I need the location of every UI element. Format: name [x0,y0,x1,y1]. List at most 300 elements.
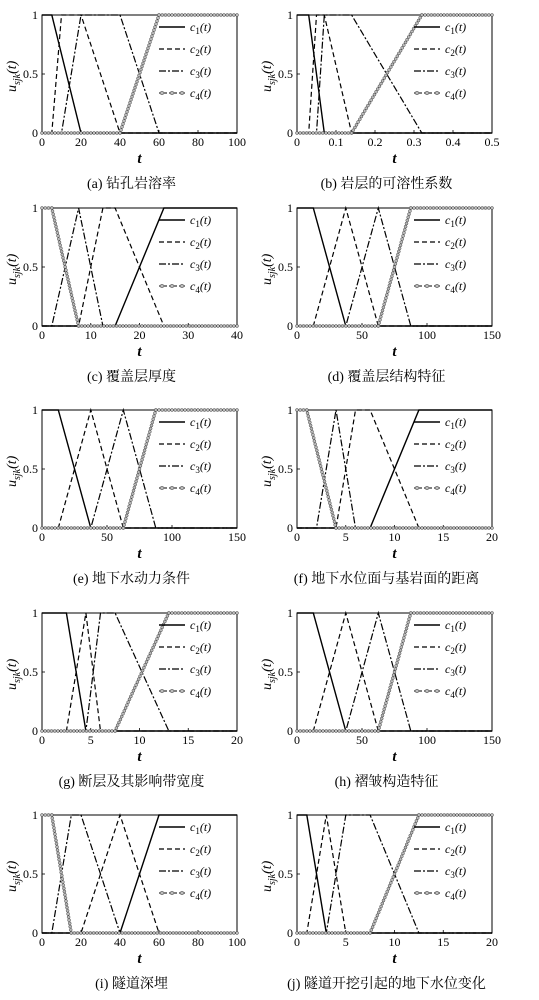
series-point-c4 [128,505,131,508]
legend-marker-c4 [180,284,184,288]
series-point-c4 [120,129,123,132]
series-point-c4 [134,325,137,328]
series-point-c4 [47,730,50,733]
series-point-c4 [347,132,350,135]
series-point-c4 [370,325,373,328]
series-point-c4 [128,698,131,701]
series-point-c4 [140,461,143,464]
series-point-c4 [219,14,222,17]
series-point-c4 [436,527,439,530]
series-point-c4 [187,409,190,412]
legend-label-arg: (t) [454,481,467,495]
series-point-c4 [213,409,216,412]
series-point-c4 [53,829,56,832]
x-axis-label: t [137,951,142,967]
series-point-c4 [229,932,232,935]
series-point-c4 [475,814,478,817]
legend-label-base: c [190,42,196,56]
series-point-c4 [484,207,487,210]
series-point-c4 [61,881,64,884]
series-point-c4 [370,929,373,932]
series-point-c4 [468,612,471,615]
legend-label-c4 [445,886,466,902]
y-axis-label-sub: sjk [267,468,278,480]
series-point-c4 [63,893,66,896]
series-point-c4 [190,409,193,412]
series-point-c4 [50,132,53,135]
legend-label-c3 [190,459,211,475]
y-tick-label: 1 [287,8,293,22]
series-point-c4 [392,269,395,272]
legend-marker-c4 [415,891,419,895]
series-point-c4 [471,814,474,817]
legend-label-base: c [190,279,196,293]
series-point-c4 [491,207,494,210]
legend-marker-c4 [160,284,164,288]
series-point-c4 [432,612,435,615]
y-tick-label: 0.5 [278,665,293,679]
series-point-c4 [433,814,436,817]
legend-marker-c4 [180,891,184,895]
series-point-c4 [216,409,219,412]
series-point-c4 [362,112,365,115]
series-point-c4 [226,409,229,412]
series-point-c4 [155,23,158,26]
series-point-c4 [71,300,74,303]
legend-label-sub: 3 [195,263,200,273]
legend-marker-c4 [425,891,429,895]
series-point-c4 [383,896,386,899]
x-tick-label: 150 [228,530,246,544]
series-point-c4 [197,932,200,935]
legend-label-arg: (t) [454,640,467,654]
series-point-c4 [400,646,403,649]
legend-label-sub: 1 [195,421,200,431]
series-point-c4 [147,433,150,436]
x-tick-label: 100 [163,530,181,544]
series-point-c4 [478,527,481,530]
y-axis-label [5,658,23,690]
series-point-c4 [53,219,56,222]
x-tick-label: 0 [294,733,300,747]
series-point-c4 [305,932,308,935]
series-point-c4 [138,74,141,77]
y-tick-label: 0 [287,319,293,333]
series-point-c4 [57,527,60,530]
series-point-c4 [62,259,65,262]
series-point-c4 [162,932,165,935]
series-point-c4 [213,14,216,17]
series-point-c4 [390,275,393,278]
series-point-c4 [69,287,72,290]
series-point-c4 [47,814,50,817]
series-point-c4 [50,730,53,733]
series-point-c4 [380,717,383,720]
series-point-c4 [439,14,442,17]
legend-label-sub: 2 [195,848,200,858]
series-point-c4 [121,325,124,328]
series-point-c4 [322,477,325,480]
series-point-c4 [402,234,405,237]
series-point-c4 [210,325,213,328]
series-point-c4 [135,480,138,483]
legend-label-c2 [445,42,466,58]
y-axis-label-u: u [5,683,20,690]
series-point-c4 [98,932,101,935]
legend-label-base: c [190,213,196,227]
x-tick-label: 0 [294,530,300,544]
series-point-c4 [152,32,155,35]
series-point-c4 [338,325,341,328]
series-point-c4 [455,14,458,17]
series-point-c4 [315,325,318,328]
series-point-c4 [491,814,494,817]
series-point-c4 [156,325,159,328]
series-point-c4 [322,325,325,328]
series-point-c4 [148,44,151,47]
series-point-c4 [41,207,44,210]
legend-label-sub: 3 [450,870,455,880]
series-point-c4 [67,278,70,281]
series-point-c4 [437,814,440,817]
series-point-c4 [387,692,390,695]
y-tick-label: 0 [32,319,38,333]
series-point-c4 [471,207,474,210]
series-point-c4 [405,222,408,225]
series-point-c4 [429,612,432,615]
series-point-c4 [414,527,417,530]
series-point-c4 [299,932,302,935]
series-point-c4 [315,132,318,135]
x-tick-label: 0.3 [406,135,422,149]
legend-label-arg: (t) [454,257,467,271]
series-point-c4 [122,712,125,715]
legend-marker-c4 [170,284,174,288]
series-point-c4 [180,14,183,17]
series-point-c4 [165,617,168,620]
series-point-c4 [127,701,130,704]
series-point-c4 [60,250,63,253]
series-point-c4 [232,409,235,412]
series-point-c4 [487,527,490,530]
series-point-c4 [313,440,316,443]
series-point-c4 [456,814,459,817]
series-point-c4 [59,868,62,871]
series-point-c4 [115,325,118,328]
series-point-c4 [351,730,354,733]
series-point-c4 [104,730,107,733]
series-point-c4 [395,664,398,667]
series-point-c4 [171,409,174,412]
series-point-c4 [312,325,315,328]
series-point-c4 [107,730,110,733]
series-point-c4 [159,325,162,328]
series-point-c4 [442,612,445,615]
series-point-c4 [147,436,150,439]
legend-label-sub: 1 [195,624,200,634]
series-point-c4 [323,480,326,483]
series-point-c4 [203,409,206,412]
series-point-c4 [119,718,122,721]
series-point-c4 [299,730,302,733]
series-point-c4 [153,643,156,646]
y-axis-label [260,253,278,285]
legend-label-sub: 4 [195,92,200,102]
series-point-c4 [424,14,427,17]
series-point-c4 [62,887,65,890]
series-point-c4 [414,822,417,825]
series-point-c4 [341,730,344,733]
series-point-c4 [432,207,435,210]
series-point-c4 [308,418,311,421]
x-tick-label: 60 [153,135,165,149]
series-point-c4 [112,527,115,530]
series-point-c4 [373,527,376,530]
series-point-c4 [389,686,392,689]
series-point-c4 [102,932,105,935]
legend-label-sub: 2 [450,48,455,58]
legend-label-base: c [190,684,196,698]
series-point-c4 [311,433,314,436]
series-point-c4 [150,649,153,652]
y-tick-label: 1 [32,606,38,620]
series-point-c4 [396,256,399,259]
y-axis-label-u: u [5,278,20,285]
series-point-c4 [484,14,487,17]
series-point-c4 [471,527,474,530]
series-point-c4 [58,241,61,244]
series-point-c4 [318,932,321,935]
series-point-c4 [93,132,96,135]
series-point-c4 [51,817,54,820]
legend-marker-c4 [170,91,174,95]
legend-label-c4 [190,86,211,102]
series-point-c4 [141,65,144,68]
legend-label-arg: (t) [454,618,467,632]
series-point-c4 [200,612,203,615]
series-point-c4 [123,523,126,526]
series-point-c4 [143,59,146,62]
series-point-c4 [491,527,494,530]
x-tick-label: 15 [437,530,450,544]
series-point-c4 [83,932,86,935]
series-point-c4 [148,430,151,433]
legend-marker-c4 [425,689,429,693]
series-point-c4 [465,207,468,210]
series-point-c4 [416,207,419,210]
legend-label-c3 [445,662,466,678]
series-point-c4 [308,421,311,424]
series-point-c4 [166,325,169,328]
series-point-c4 [397,864,400,867]
legend-label-arg: (t) [454,684,467,698]
series-point-c4 [174,409,177,412]
series-point-c4 [389,881,392,884]
series-point-c4 [455,207,458,210]
legend-label-c2 [190,437,211,453]
series-point-c4 [430,527,433,530]
series-point-c4 [174,612,177,615]
series-point-c4 [375,917,378,920]
series-point-c4 [419,612,422,615]
series-point-c4 [409,207,412,210]
series-point-c4 [180,409,183,412]
series-point-c4 [120,715,123,718]
series-point-c4 [147,47,150,50]
series-point-c4 [393,873,396,876]
x-tick-label: 0 [39,135,45,149]
series-point-c4 [354,325,357,328]
series-point-c4 [407,621,410,624]
series-point-c4 [401,238,404,241]
series-point-c4 [344,730,347,733]
series-point-c4 [325,730,328,733]
series-point-c4 [149,932,152,935]
series-point-c4 [82,730,85,733]
series-point-c4 [137,471,140,474]
legend-label-sub: 3 [195,668,200,678]
legend-label-arg: (t) [454,42,467,56]
legend-label-arg: (t) [454,213,467,227]
legend-label-sub: 2 [195,443,200,453]
series-point-c4 [468,14,471,17]
series-point-c4 [206,612,209,615]
series-point-c4 [471,14,474,17]
series-point-c4 [129,101,132,104]
series-point-c4 [58,861,61,864]
series-point-c4 [343,932,346,935]
series-point-c4 [335,325,338,328]
series-point-c4 [377,730,380,733]
series-point-c4 [299,409,302,412]
series-point-c4 [296,932,299,935]
series-point-c4 [152,646,155,649]
legend-label-arg: (t) [454,886,467,900]
series-point-c4 [398,652,401,655]
legend-label-arg: (t) [199,684,212,698]
x-axis-label: t [137,749,142,765]
legend-label-arg: (t) [454,20,467,34]
x-tick-label: 10 [133,733,146,747]
series-point-c4 [373,93,376,96]
legend-label-base: c [445,235,451,249]
series-point-c4 [337,132,340,135]
x-tick-label: 40 [114,135,126,149]
y-tick-label: 1 [32,201,38,215]
series-point-c4 [76,321,79,324]
series-point-c4 [372,923,375,926]
legend-label-c4 [190,279,211,295]
chart-panel-2 [260,8,500,192]
series-point-c4 [63,890,66,893]
legend-label-c2 [190,42,211,58]
series-point-c4 [350,527,353,530]
series-point-c4 [446,814,449,817]
legend-label-base: c [445,437,451,451]
series-point-c4 [446,527,449,530]
series-point-c4 [64,266,67,269]
series-point-c4 [452,814,455,817]
legend-label-base: c [190,618,196,632]
series-point-c4 [384,300,387,303]
series-point-c4 [296,409,299,412]
series-point-c4 [139,71,142,74]
legend-label-c1 [445,415,466,431]
y-axis-label-arg: (t) [260,60,275,74]
series-point-c4 [91,730,94,733]
series-point-c4 [119,132,122,135]
y-axis-label-u: u [260,85,275,92]
y-axis-label-sub: sjk [267,671,278,683]
series-point-c4 [204,325,207,328]
legend-label-arg: (t) [199,86,212,100]
series-point-c4 [309,730,312,733]
series-point-c4 [382,899,385,902]
series-point-c4 [210,14,213,17]
x-tick-label: 0 [294,328,300,342]
legend-label-arg: (t) [199,842,212,856]
legend-label-c1 [190,213,211,229]
legend-label-arg: (t) [454,662,467,676]
series-point-c4 [393,60,396,63]
series-point-c4 [118,721,121,724]
series-point-c4 [308,132,311,135]
series-point-c4 [318,325,321,328]
series-point-c4 [232,932,235,935]
series-point-c4 [305,132,308,135]
series-point-c4 [193,612,196,615]
series-point-c4 [67,527,70,530]
series-point-c4 [487,612,490,615]
series-point-c4 [232,325,235,328]
series-point-c4 [51,820,54,823]
series-point-c4 [175,325,178,328]
series-point-c4 [394,262,397,265]
series-point-c4 [90,325,93,328]
legend-label-base: c [190,415,196,429]
series-point-c4 [364,730,367,733]
series-point-c4 [172,932,175,935]
series-point-c4 [76,318,79,321]
series-point-c4 [371,96,374,99]
y-axis-label-arg: (t) [260,658,275,672]
series-point-c4 [89,132,92,135]
series-point-c4 [385,698,388,701]
series-point-c4 [407,216,410,219]
legend-marker-c4 [415,91,419,95]
series-point-c4 [312,132,315,135]
x-tick-label: 150 [483,733,501,747]
legend-label-sub: 3 [450,668,455,678]
series-point-c4 [452,14,455,17]
series-point-c4 [382,527,385,530]
series-point-c4 [86,527,89,530]
series-point-c4 [398,861,401,864]
series-point-c4 [124,517,127,520]
y-tick-label: 1 [287,808,293,822]
y-axis-label-u: u [260,480,275,487]
series-point-c4 [385,893,388,896]
series-point-c4 [487,14,490,17]
series-point-c4 [203,14,206,17]
series-point-c4 [402,44,405,47]
series-point-c4 [57,852,60,855]
series-point-c4 [130,932,133,935]
series-point-c4 [144,325,147,328]
series-point-c4 [124,707,127,710]
series-point-c4 [135,477,138,480]
legend-label-sub: 2 [195,48,200,58]
